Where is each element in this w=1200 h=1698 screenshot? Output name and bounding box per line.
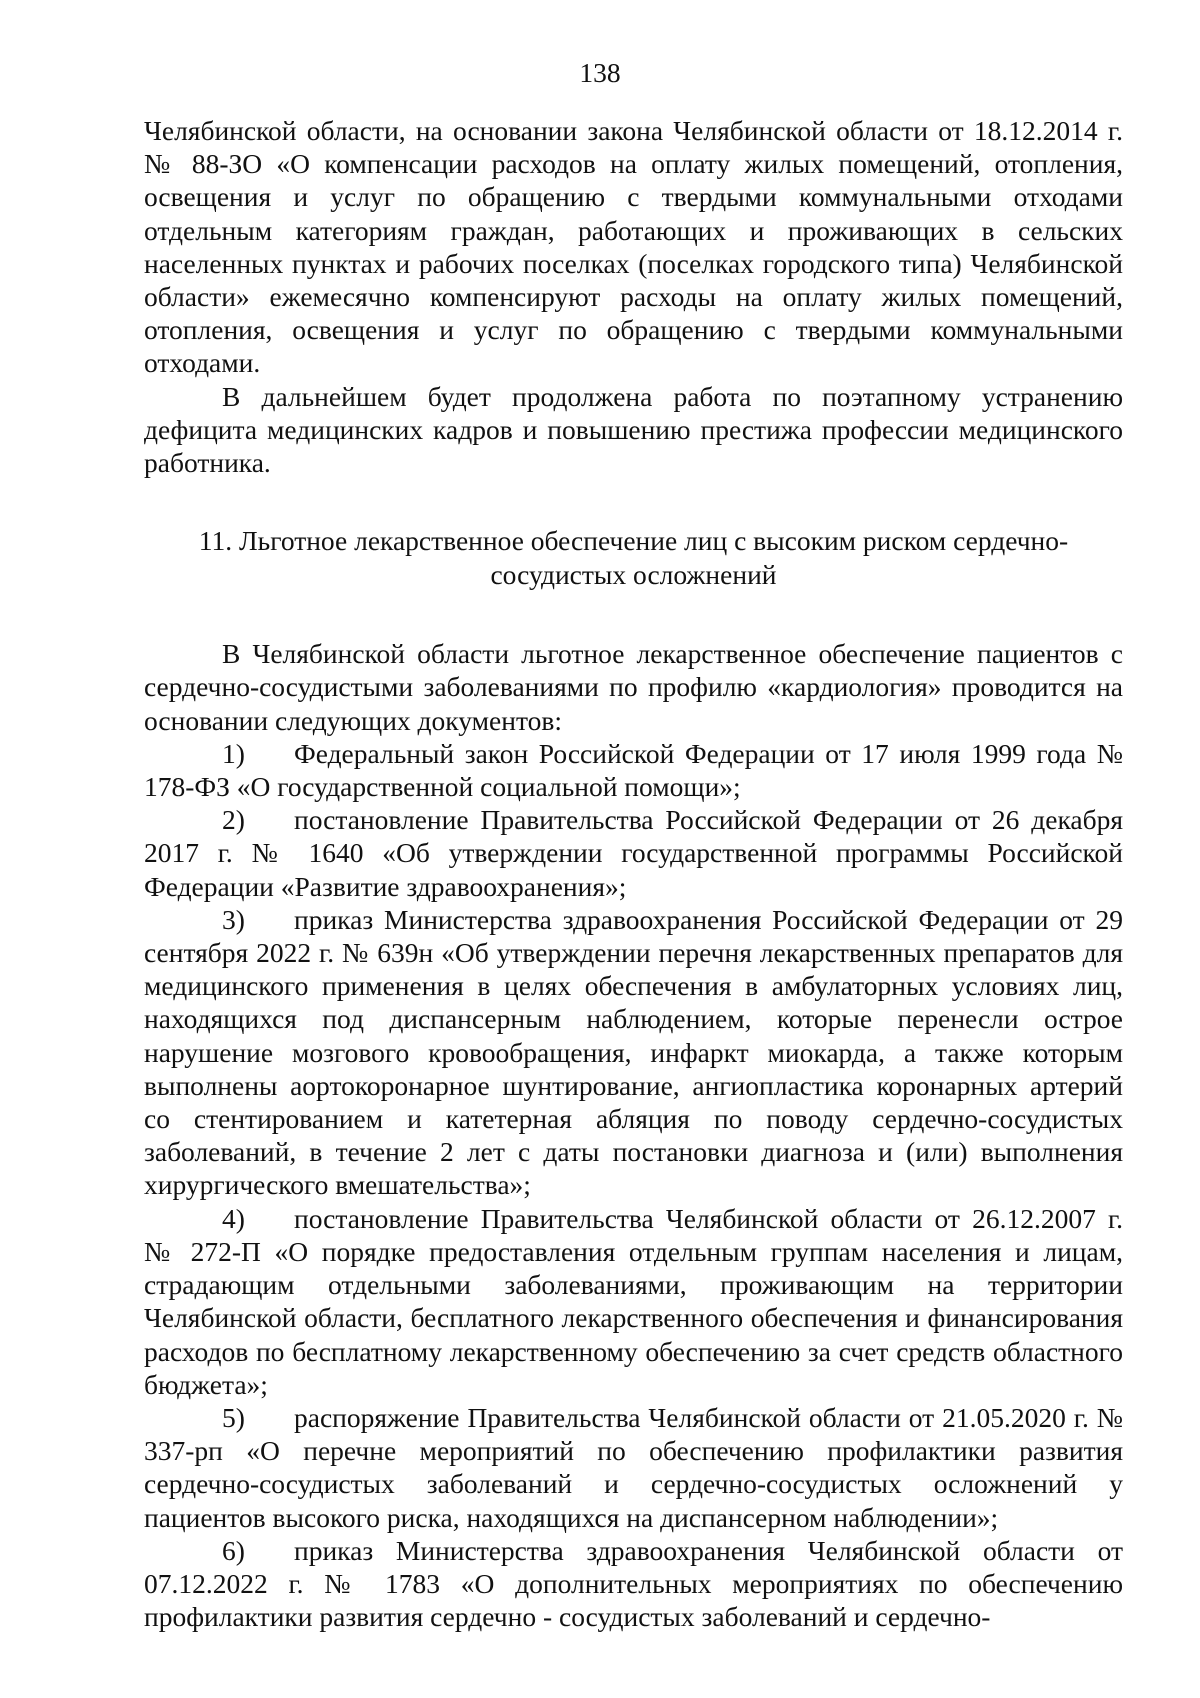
list-item — [144, 737, 1123, 803]
list-item — [144, 903, 1123, 1202]
document-body — [144, 114, 1123, 1633]
list-item-text: приказ Министерства здравоохранения Челябинской области от 07.12.2022 г. № 1783 «О дополнительных мероприятиях по обеспечению профилактики развития сердечно - сосудистых заболеваний и сердечно- — [144, 1534, 1123, 1633]
list-item-number: 4) — [222, 1202, 245, 1234]
list-item — [144, 803, 1123, 903]
list-item — [144, 1534, 1123, 1634]
section-heading — [144, 524, 1123, 592]
list-item-number: 5) — [222, 1401, 245, 1433]
list-item-text: распоряжение Правительства Челябинской области от 21.05.2020 г. № 337-рп «О перечне мероприятий по обеспечению профилактики развития сердечно-сосудистых заболеваний и сердечно-сосудистых осложнений у пациентов высокого риска, находящихся на диспансерном наблюдении»; — [144, 1401, 1123, 1533]
section-heading-line-2: сосудистых осложнений — [490, 559, 777, 591]
list-item — [144, 1202, 1123, 1401]
list-item-text: Федеральный закон Российской Федерации от 17 июля 1999 года № 178-ФЗ «О государственной социальной помощи»; — [144, 737, 1123, 803]
list-item-text: постановление Правительства Российской Федерации от 26 декабря 2017 г. № 1640 «Об утверждении государственной программы Российской Федерации «Развитие здравоохранения»; — [144, 804, 1123, 902]
list-item-number: 2) — [222, 804, 245, 836]
list-item-number: 3) — [222, 903, 245, 935]
list-item — [144, 1401, 1123, 1534]
page-number: 138 — [579, 57, 621, 88]
closing-paragraph: В дальнейшем будет продолжена работа по поэтапному устранению дефицита медицинских кадров и повышению престижа профессии медицинского работника. — [144, 380, 1123, 479]
list-item-text: приказ Министерства здравоохранения Российской Федерации от 29 сентября 2022 г. № 639н «Об утверждении перечня лекарственных препаратов для медицинского применения в целях обеспечения в амбулаторных условиях лиц, находящихся под диспансерным наблюдением, которые перенесли острое нарушение мозгового кровообращения, инфаркт миокарда, а также которым выполнены аортокоронарное шунтирование, ангиопластика коронарных артерий со стентированием и катетерная абляция по поводу сердечно-сосудистых заболеваний, в течение 2 лет с даты постановки диагноза и (или) выполнения хирургического вмешательства»; — [144, 903, 1123, 1201]
continuation-paragraph: Челябинской области, на основании закона Челябинской области от 18.12.2014 г. № 88-ЗО «О компенсации расходов на оплату жилых помещений, отопления, освещения и услуг по обращению с твердыми коммунальными отходами отдельным категориям граждан, работающих и проживающих в сельских населенных пунктах и рабочих поселках (поселках городского типа) Челябинской области» ежемесячно компенсируют расходы на оплату жилых помещений, отопления, освещения и услуг по обращению с твердыми коммунальными отходами. — [144, 115, 1123, 379]
list-item-number: 1) — [222, 737, 245, 769]
list-item-text: постановление Правительства Челябинской области от 26.12.2007 г. № 272-П «О порядке предоставления отдельным группам населения и лицам, страдающим отдельными заболеваниями, проживающим на территории Челябинской области, бесплатного лекарственного обеспечения и финансирования расходов по бесплатному лекарственному обеспечению за счет средств областного бюджета»; — [144, 1202, 1123, 1400]
list-item-number: 6) — [222, 1534, 245, 1566]
section-heading-line-1: 11. Льготное лекарственное обеспечение лиц с высоким риском сердечно- — [198, 525, 1069, 557]
section-intro: В Челябинской области льготное лекарственное обеспечение пациентов с сердечно-сосудистыми заболеваниями по профилю «кардиология» проводится на основании следующих документов: — [144, 638, 1123, 736]
